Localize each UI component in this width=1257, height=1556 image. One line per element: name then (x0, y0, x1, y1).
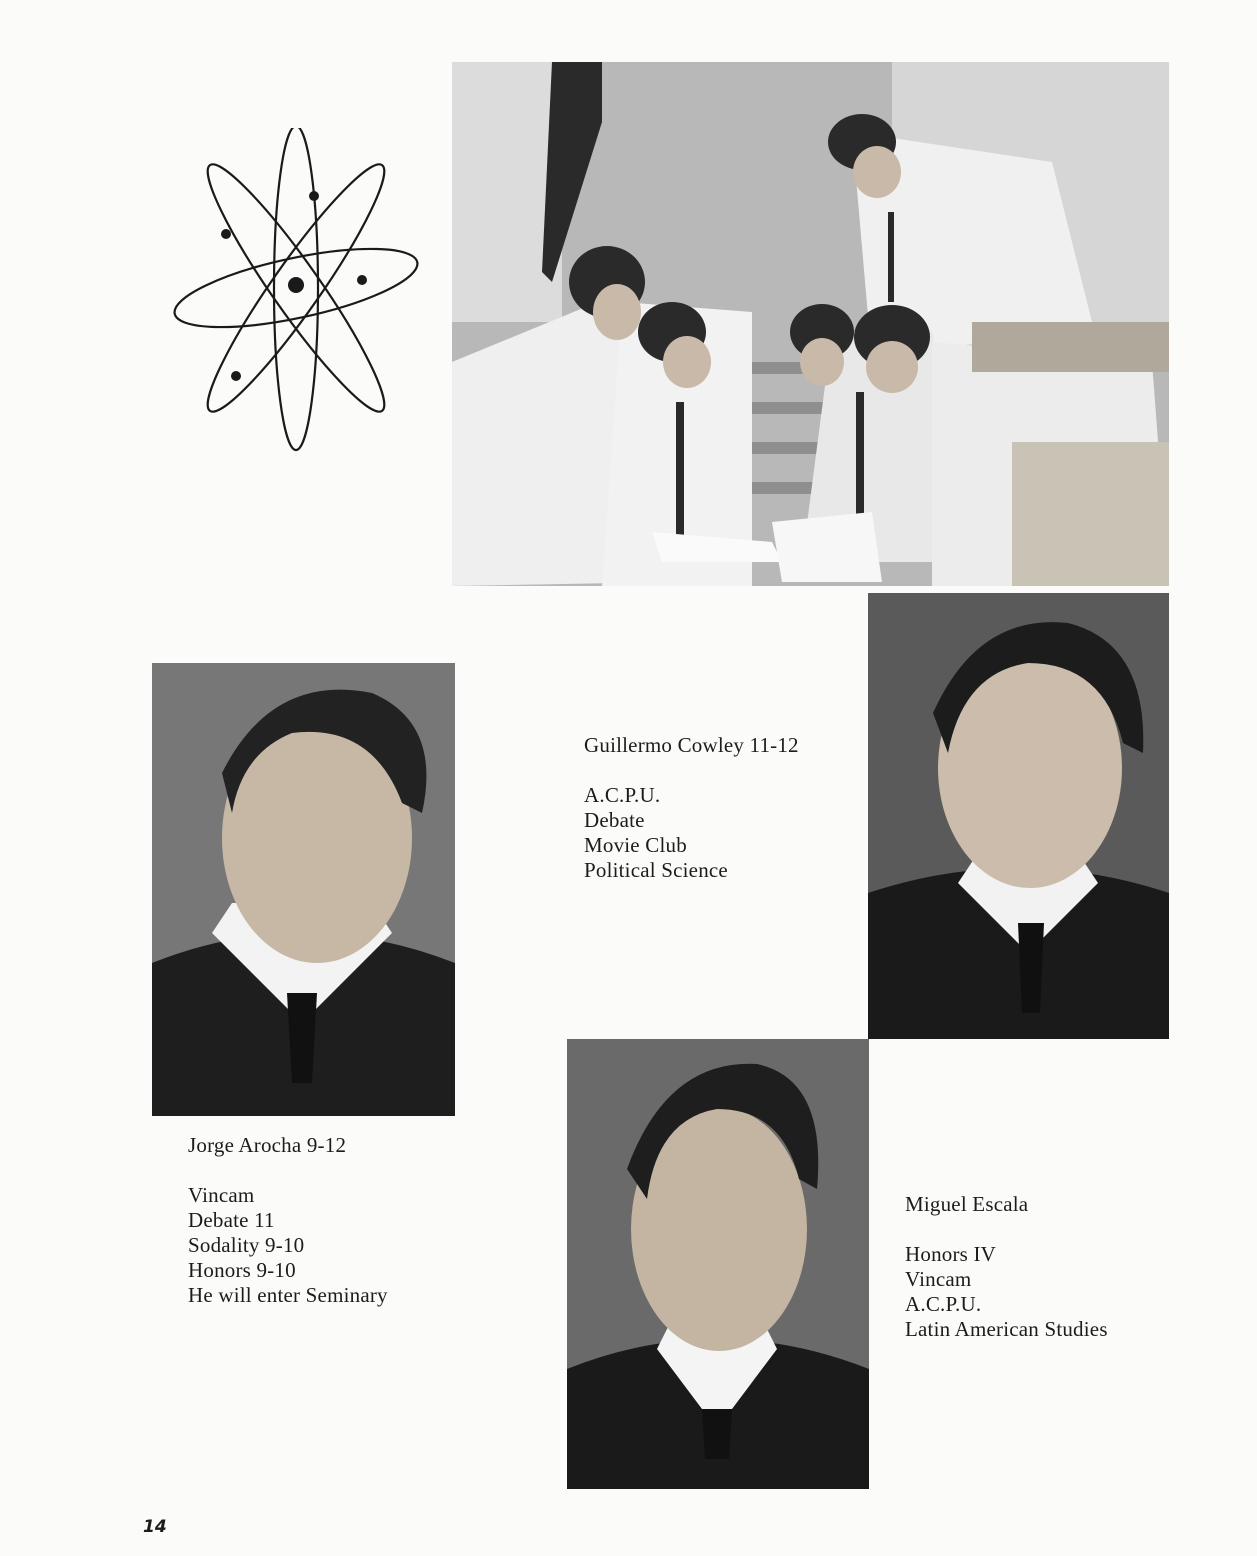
portrait-photo (152, 663, 455, 1116)
atom-icon (168, 128, 424, 460)
portrait-arocha (152, 663, 455, 1116)
caption-cowley (584, 733, 799, 883)
student-name: Miguel Escala (905, 1192, 1029, 1216)
activity-item: Latin American Studies (905, 1317, 1108, 1341)
caption-arocha (188, 1133, 388, 1308)
group-photo (452, 62, 1169, 586)
portrait-cowley (868, 593, 1169, 1039)
portrait-escala (567, 1039, 869, 1489)
activity-item: A.C.P.U. (584, 783, 661, 807)
activity-item: Political Science (584, 858, 728, 882)
student-name: Guillermo Cowley 11-12 (584, 733, 799, 757)
activity-item: Vincam (905, 1267, 972, 1291)
activity-item: He will enter Seminary (188, 1283, 388, 1307)
activity-item: Honors IV (905, 1242, 997, 1266)
activity-item: A.C.P.U. (905, 1292, 982, 1316)
activity-item: Honors 9-10 (188, 1258, 296, 1282)
student-name: Jorge Arocha 9-12 (188, 1133, 347, 1157)
activity-item: Vincam (188, 1183, 255, 1207)
portrait-photo (567, 1039, 869, 1489)
activity-item: Debate (584, 808, 645, 832)
activity-item: Debate 11 (188, 1208, 275, 1232)
activity-item: Sodality 9-10 (188, 1233, 305, 1257)
portrait-photo (868, 593, 1169, 1039)
activity-item: Movie Club (584, 833, 687, 857)
page-number: 14 (143, 1517, 167, 1537)
group-photo-image (452, 62, 1169, 586)
caption-escala (905, 1192, 1108, 1342)
